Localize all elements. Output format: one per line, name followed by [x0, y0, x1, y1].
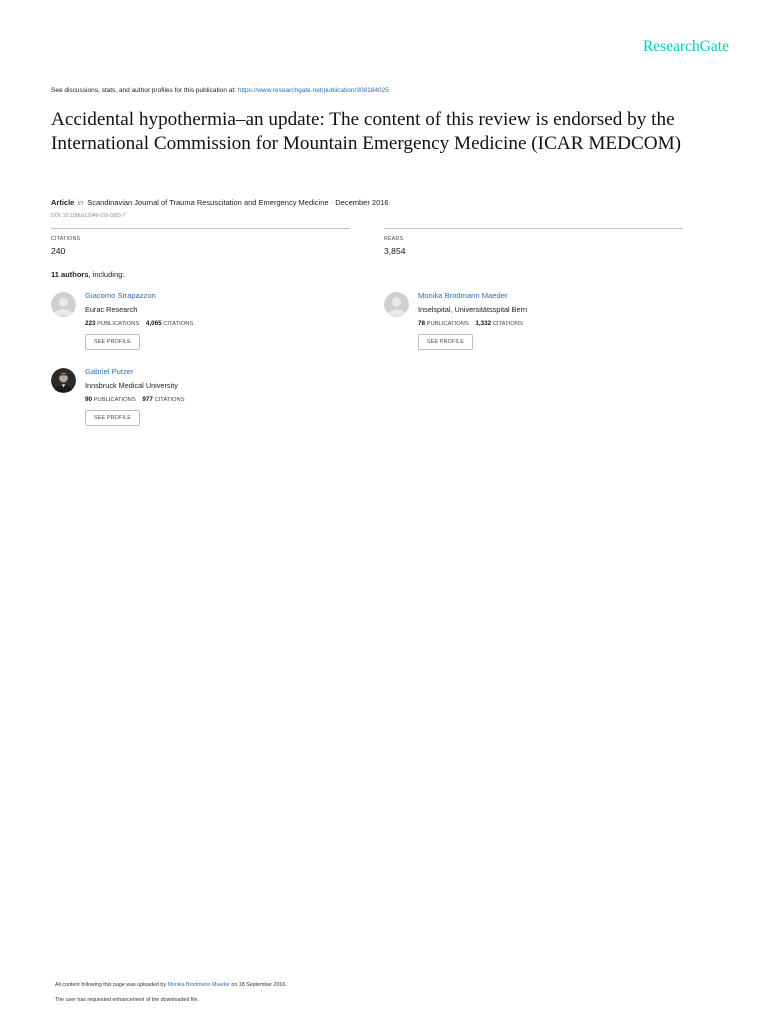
author-citations-count: 977: [142, 396, 153, 403]
reads-stat: [384, 228, 683, 256]
researchgate-logo[interactable]: ResearchGate: [642, 38, 729, 55]
photo-avatar[interactable]: [51, 368, 76, 393]
author-institution: Eurac Research: [85, 305, 138, 314]
author-citations-count: 4,065: [145, 320, 162, 327]
upload-note: [55, 982, 287, 988]
publication-doi: DOI: 10.1186/s13049-016-0303-7: [51, 213, 126, 219]
publications-count: 90: [85, 396, 93, 403]
author-counts: [85, 396, 331, 403]
citations-stat: [51, 228, 350, 256]
publication-venue: Scandinavian Journal of Trauma Resuscitation and Emergency Medicine · December 2016: [87, 198, 389, 207]
citations-value: 240: [51, 246, 66, 256]
see-profile-button[interactable]: SEE PROFILE: [85, 410, 140, 426]
see-profile-button[interactable]: SEE PROFILE: [85, 334, 140, 350]
authors-heading: [51, 270, 124, 279]
citations-label: CITATIONS: [51, 236, 81, 242]
enhancement-note: The user has requested enhancement of the downloaded file.: [55, 997, 199, 1003]
publication-title: Accidental hypothermia–an update: The content of this review is endorsed by the International Commission for Mountain Emergency Medicine (ICAR MEDCOM): [51, 109, 682, 154]
authors-count: 11 authors: [51, 270, 89, 279]
publication-type: Article: [51, 198, 75, 207]
in-word: in: [77, 198, 84, 207]
placeholder-avatar-icon[interactable]: [384, 292, 409, 317]
publications-label: PUBLICATIONS: [97, 321, 140, 327]
author-citations-label: CITATIONS: [492, 321, 523, 327]
see-profile-button[interactable]: SEE PROFILE: [418, 334, 473, 350]
publications-label: PUBLICATIONS: [93, 397, 136, 403]
author-counts: [85, 320, 331, 327]
discussions-text: See discussions, stats, and author profiles for this publication at:: [51, 87, 236, 94]
authors-heading-suffix: , including:: [88, 270, 125, 279]
author-citations-label: CITATIONS: [163, 321, 194, 327]
discussions-line: [51, 87, 389, 94]
publications-count: 78: [418, 320, 426, 327]
author-institution: Inselspital, Universitätsspital Bern: [418, 305, 528, 314]
publication-meta: [51, 198, 389, 207]
publication-link[interactable]: https://www.researchgate.net/publication/308184025: [237, 87, 389, 94]
placeholder-avatar-icon[interactable]: [51, 292, 76, 317]
author-citations-count: 1,332: [475, 320, 492, 327]
author-institution: Innsbruck Medical University: [85, 381, 178, 390]
author-counts: [418, 320, 664, 327]
upload-suffix: on 18 September 2016.: [231, 982, 287, 988]
reads-value: 3,854: [384, 246, 406, 256]
publications-label: PUBLICATIONS: [426, 321, 469, 327]
author-name[interactable]: Monika Brodmann Maeder: [418, 291, 508, 300]
author-name[interactable]: Giacomo Strapazzon: [85, 291, 156, 300]
author-name[interactable]: Gabriel Putzer: [85, 367, 134, 376]
uploader-link[interactable]: Monika Brodmann Maeder: [167, 982, 230, 988]
upload-prefix: All content following this page was uploaded by: [55, 982, 167, 988]
author-citations-label: CITATIONS: [154, 397, 185, 403]
publications-count: 223: [85, 320, 96, 327]
reads-label: READS: [384, 236, 404, 242]
